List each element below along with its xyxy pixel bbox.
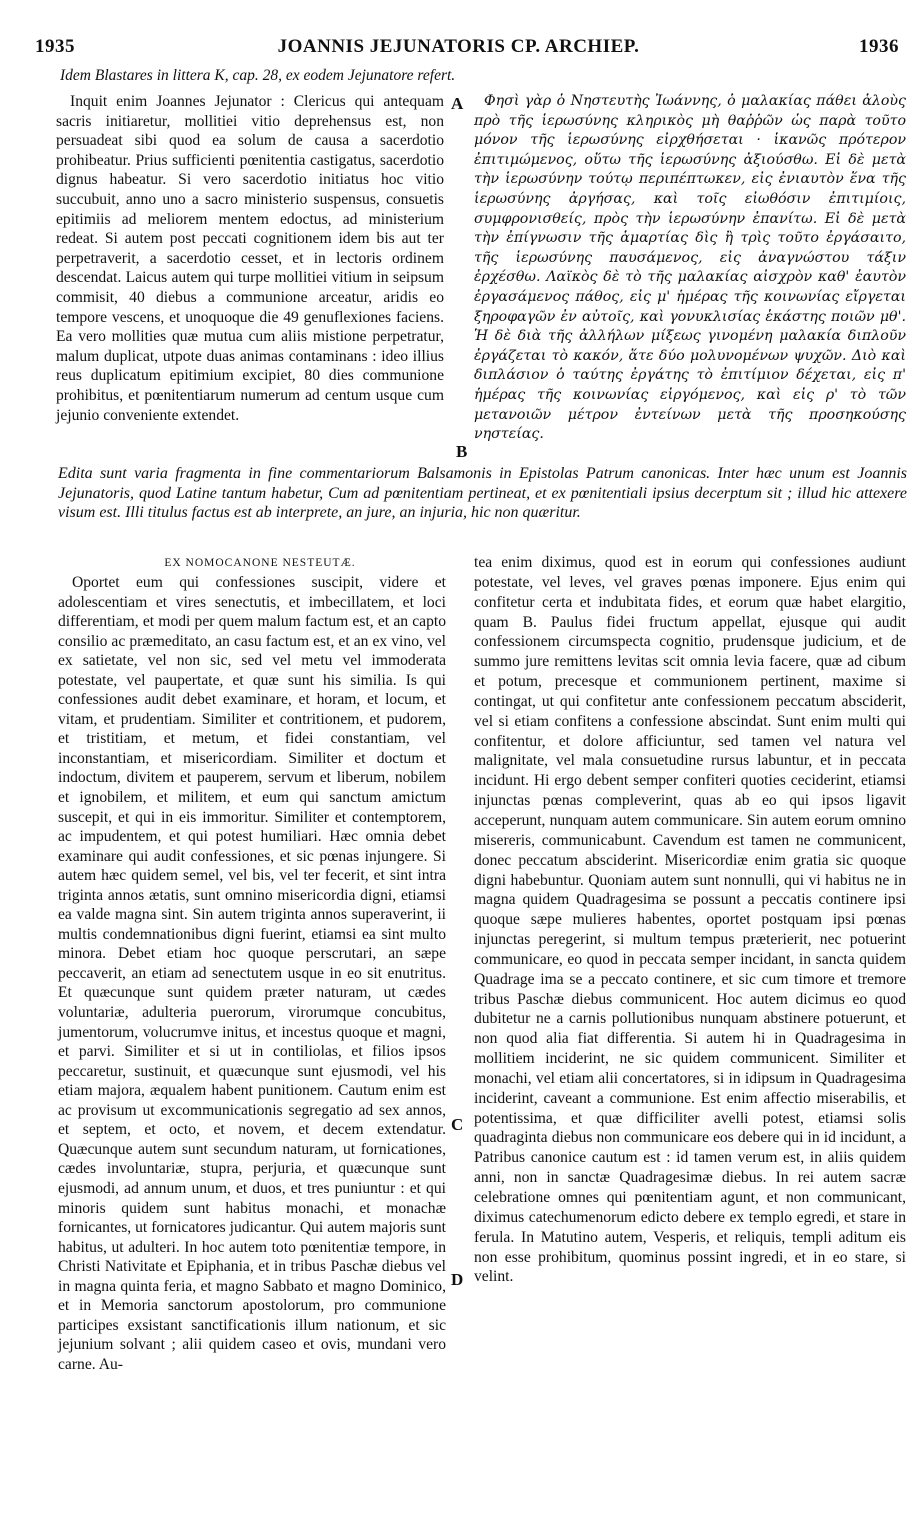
- section-heading: EX NOMOCANONE NESTEUTÆ.: [164, 557, 356, 569]
- middle-note-text: Edita sunt varia fragmenta in fine commentariorum Balsamonis in Epistolas Patrum canonicas. Inter hæc unum est Joannis Jejunatoris, quod Latine tantum habetur, Cum ad pœnitentiam pertineat, et ex pœnitentiali ipsius decerptum sit ; illud hic attexere visum est. Illi titulus factus est ab interprete, an jure, an injuria, hic non quæritur.: [58, 465, 907, 521]
- greek-top-column: [474, 92, 906, 445]
- right-column-text: tea enim diximus, quod est in eorum qui confessiones audiunt potestate, vel leves, vel graves pœnas imponere. Ejus enim qui confitetur certa et indubitata fides, et eorum quæ habet elargitio, quam B. Paulus fidei fructum appellat, ejusque qui audit confessionem circumspecta cognitio, prudensque judicium, et de summo jure remittens levitas scit omnia levia facere, quæ ad cibum et potum, precesque et communionem pertinent, maxime si contingat, ut qui confitetur ante confessionem peccatum absciderit, vel si etiam confitens a confessione abscindat. Sunt enim multi qui confitentur, et dolore afficiuntur, sed tamen vel natura vel malignitate, vel mala consuetudine rursus labuntur, et in peccata incidunt. Hi ergo debent semper confiteri quoties ceciderint, etiamsi injunctas pœnas compleverint, quas ab eo qui ipsos ligavit acceperunt, nunquam autem communicare. Sin autem eorum omnino misereris, communicabunt. Cavendum est tamen ne communicent, donec peccatum absciderint. Misericordiæ enim gratia sic quoque digni habebuntur. Quoniam autem sunt nonnulli, qui vi habitus ne in magna quidem Quadragesima se possunt a peccatis continere ipsi quoque sæpe mulieres habentes, oportet postquam ipsi pœnas injunctas peregerint, si multum tempus præterierit, nec potuerint communicare, eo quod in peccata semper incidant, in sancta quidem Quadrage ima se a peccato continere, et sic cum timore et tremore tribus Paschæ diebus communicent. Hoc autem dicimus eo quod dubitetur ne a carnis pollutionibus nunquam abstinere potuerunt, et non quod alia fiat differentia. Si autem hi in Quadragesima in mollitiem inciderint, ne sic quidem communicent. Similiter et monachi, vel etiam alii concertatores, si in idipsum in Quadragesima inciderint, caveant a communione. Est enim affectio miserabilis, et potentissima, et quæ difficiliter avelli potest, etiamsi solis quadraginta diebus non communicare eos debere qui in id incidunt, a Patribus canonice cautum est : id tamen verum est, in aliis quidem anni, non in sanctæ Quadragesimæ diebus. In rei autem sacræ celebratione omnes qui pœnitentiam agunt, et non communicant, diximus catechumenorum edicto debere ex templo egredi, et stare in ferula. In Matutino autem, Vesperis, et reliquis, templi aditum eis non esse prohibitum, quominus possint ingredi, et in eo stare, si velint.: [474, 554, 906, 1286]
- left-page-number: 1935: [35, 36, 75, 57]
- running-title: JOANNIS JEJUNATORIS CP. ARCHIEP.: [277, 36, 640, 57]
- latin-top-column: [56, 92, 444, 425]
- margin-marker-a: A: [451, 94, 464, 113]
- top-note: Idem Blastares in littera K, cap. 28, ex eodem Jejunatore refert.: [60, 67, 456, 84]
- latin-top-text: Inquit enim Joannes Jejunator : Clericus qui antequam sacris initiaretur, mollitiei vitio deprehensus est, non persuadeat sibi quod ea solum de causa a sacerdotio prohibeatur. Prius sufficienti pœnitentia castigatus, sacerdotio dignus habeatur. Si vero sacerdotio initiatus hoc vitio succubuit, anno uno a sacro ministerio suspensus, consuetis epitimiis ad meliorem mentem edoctus, ad ministerium redeat. Si autem post peccati cognitionem idem bis aut ter perpetraverit, a sacerdotio cesset, et in lectoris ordinem descendat. Laicus autem qui turpe mollitiei vitium in seipsum commisit, 40 diebus a communione arceatur, aridis eo tempore vescens, et unoquoque die 49 genuflexiones faciens. Ea vero mollities quæ mutua cum aliis mistione perpetratur, malum duplicat, utpote duas animas contaminans : ideo illius reus duplicatum epitimium excipiet, 80 dies communione prohibitus, et pœnitentiarum numerum ad centum usque cum jejunio conveniente extendet.: [56, 93, 444, 424]
- middle-note: [58, 464, 907, 523]
- left-column-text: Oportet eum qui confessiones suscipit, videre et adolescentiam et vires senectutis, et imbecillatem, et loci differentiam, et modi per quem malum factum est, et an capto consilio ac præmeditato, an casu factum est, et an ex vino, vel ex satietate, vel non sic, sed vel metu vel immoderata potestate, vel paupertate, et quæ sunt his similia. Is qui confessiones audit debet examinare, et horam, et locum, et vitam, et prudentiam. Similiter et contritionem, et pudorem, et tristitiam, et metum, et fidei constantiam, vel inconstantiam, et misericordiam. Similiter et doctum et indoctum, divitem et pauperem, servum et liberum, nobilem et ignobilem, et militem, et eum qui sanctum amictum suscepit, et qui in eis immoritur. Similiter et contemptorem, ac impudentem, et qui potest humiliari. Hæc omnia debet examinare qui audit confessiones, et sic pœnas injungere. Si autem hæc quidem semel, vel bis, vel ter fecerit, et sint intra triginta annos ætatis, sunt omnino misericordia digni, etiamsi ea valde magna sint. Sin autem triginta annos superaverint, ii multis condemnationibus digni fuerint, etiamsi ea sint multo minora. Debet etiam hoc quoque perscrutari, an sæpe peccaverit, an etiam ad senectutem usque in eo sit enutritus. Et quæcunque sunt quidem præter naturam, ut cædes voluntariæ, adulteria puerorum, virorumque concubitus, jumentorum, volucrumve initus, et incestus quoque et magni, et parvi. Similiter et si ut in contiliolas, et filios ipsos peccaretur, sustinuit, et quæcunque sunt ejusmodi, vel his etiam majora, æqualem habent punitionem. Cautum enim est ac provisum ut excommunicationis segregatio ad sex annos, et septem, et octo, et novem, et decem extendatur. Quæcunque autem sunt secundum naturam, ut fornicationes, cædes involuntariæ, stupra, perjuria, et quæcunque sunt ejusmodi, ad annum unum, et duos, et tres puniuntur : et qui minoris quidem sunt habitus monachi, et monachæ fornicantes, ut fornicatores judicantur. Qui autem majoris sunt habitus, ut adulteri. In hoc autem toto pœnitentiæ tempore, in Christi Nativitate et Epiphania, et in tribus Paschæ diebus vel in magna quinta feria, et magno Sabbato et magno Dominico, et in Memoria sanctorum apostolorum, pro communione participes exsistant sanctificationis illum nationum, et sic jejunium solvant ; alii quidem caseo et ovis, mundani vero carne. Au-: [58, 574, 446, 1373]
- margin-marker-b: B: [456, 442, 468, 461]
- right-page-number: 1936: [859, 36, 899, 57]
- left-column: [58, 573, 446, 1374]
- margin-marker-c: C: [451, 1115, 464, 1134]
- right-column: [474, 553, 906, 1287]
- greek-top-text: Φησὶ γὰρ ὁ Νηστευτὴς Ἰωάννης, ὁ μαλακίας πάθει ἁλοὺς πρὸ τῆς ἱερωσύνης κληρικὸς μὴ θαῤῥῶν ὡς παρὰ τοῦτο μόνον τῆς ἱερωσύνης εἰρχθήσεται · ἱκανῶς πρότερον ἐπιτιμώμενος, οὕτω τῆς ἱερωσύνης ἀξιούσθω. Εἰ δὲ μετὰ τὴν ἱερωσύνην τούτῳ περιπέπτωκεν, εἰς ἐνιαυτὸν ἕνα τῆς ἱερωσύνης ἀργήσας, καὶ τοῖς εἰωθόσιν ἐπιτιμίοις, συμφρονισθείς, πρὸς τὴν ἱερωσύνην ἐπανίτω. Εἰ δὲ μετὰ τὴν ἐπίγνωσιν τῆς ἁμαρτίας δὶς ἢ τρὶς τοῦτο ἐργάσαιτο, τῆς ἱερωσύνης παυσάμενος, εἰς ἀναγνώστου τάξιν ἐρχέσθω. Λαϊκὸς δὲ τὸ τῆς μαλακίας αἰσχρὸν καθ' ἑαυτὸν ἐργασάμενος πάθος, εἰς μ' ἡμέρας τῆς κοινωνίας εἴργεται ξηροφαγῶν ἐν αὐτοῖς, καὶ γονυκλισίας ἑκάστης ποιῶν μθ'. Ἡ δὲ διὰ τῆς ἀλλήλων μίξεως γινομένη μαλακία διπλοῦν ἐργάζεται τὸ κακόν, ἅτε δύο μολυνομένων ψυχῶν. Διὸ καὶ διπλάσιον ὁ ταύτης ἐργάτης τὸ ἐπιτίμιον δέχεται, εἰς π' ἡμέρας τῆς κοινωνίας εἰργόμενος, καὶ εἰς ρ' τὸ τῶν μετανοιῶν μέτρον ἐντείνων μετὰ τῆς προσηκούσης νηστείας.: [474, 93, 906, 443]
- margin-marker-d: D: [451, 1270, 464, 1289]
